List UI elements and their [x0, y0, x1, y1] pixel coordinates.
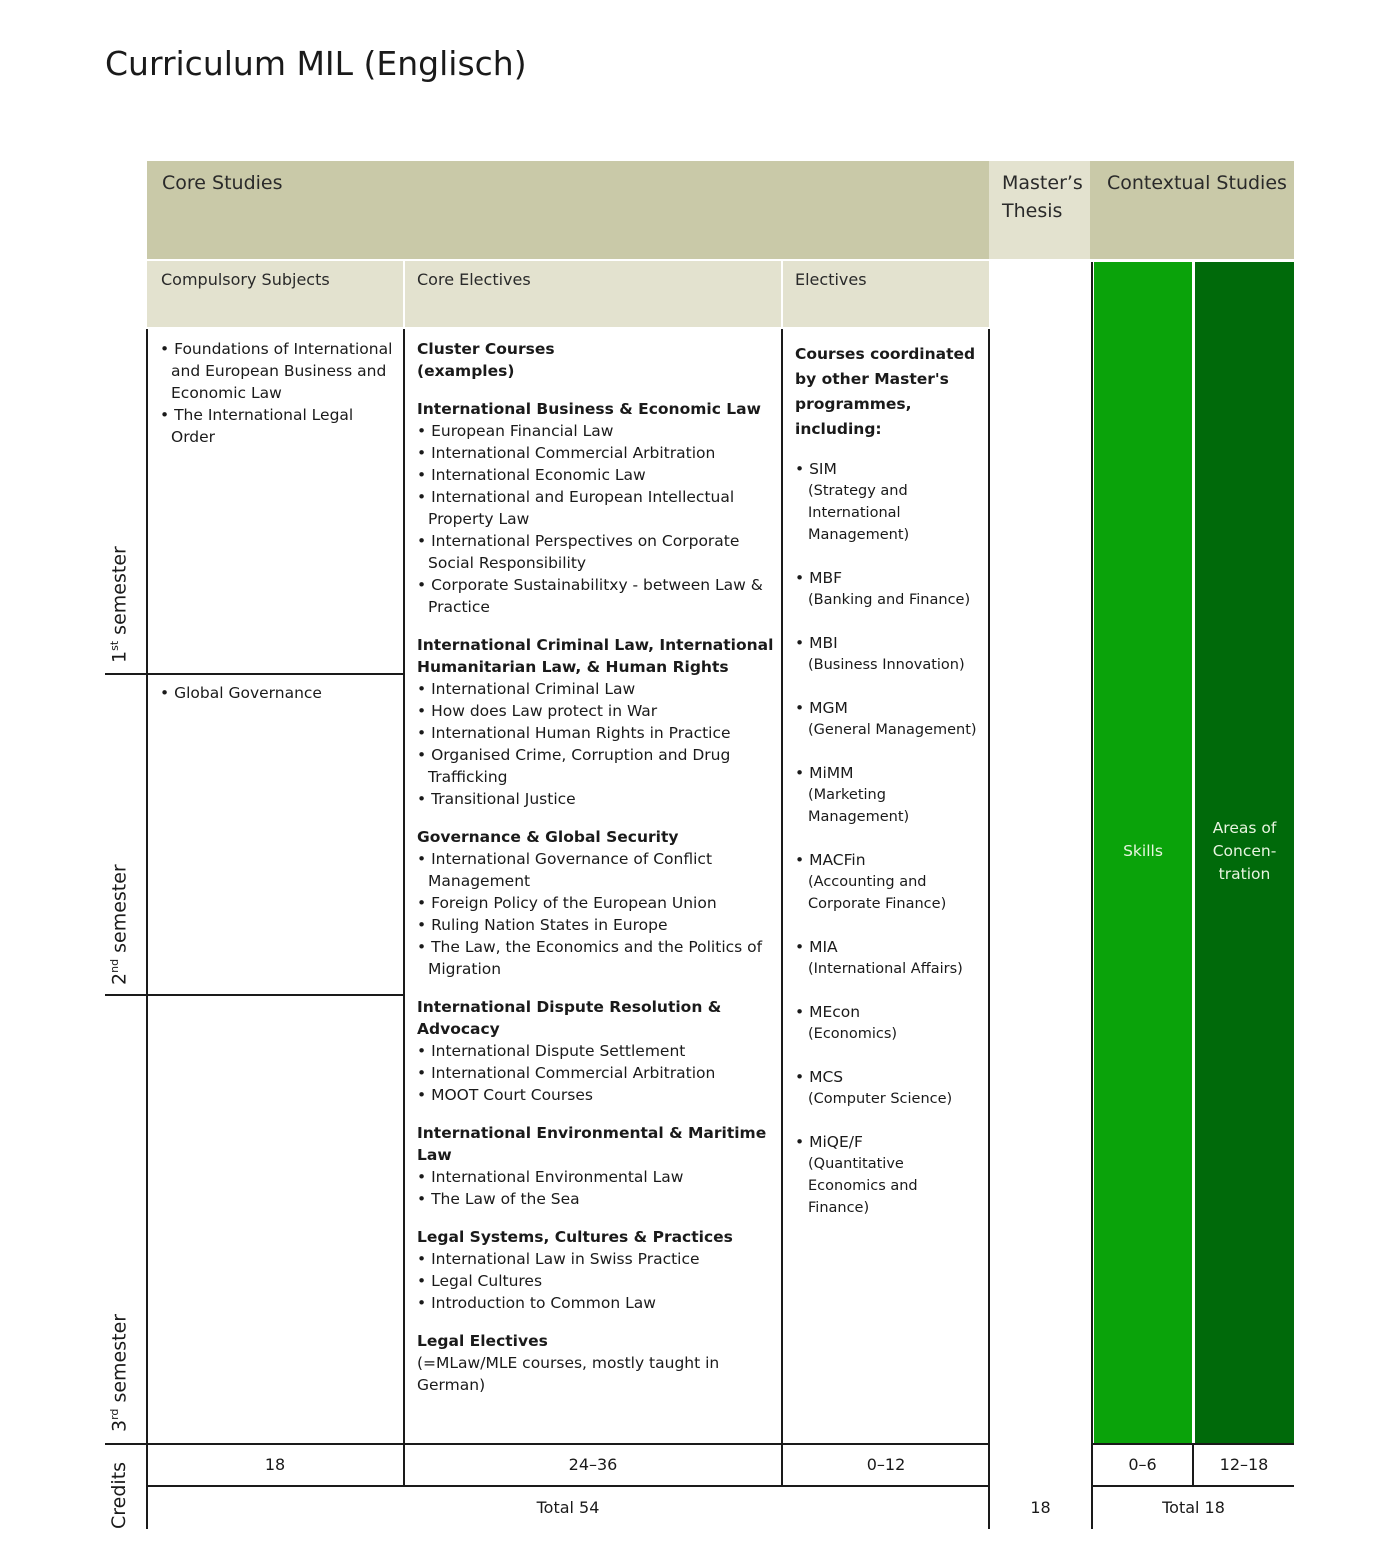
cluster-title: Legal Systems, Cultures & Practices: [417, 1228, 733, 1246]
cluster-group: [417, 826, 777, 980]
credits-thesis: 18: [1030, 1498, 1051, 1517]
legal-electives: [417, 1330, 777, 1396]
course-item: • International Environmental Law: [417, 1166, 777, 1188]
course-item: • Organised Crime, Corruption and Drug Trafficking: [417, 744, 777, 788]
course-item: • How does Law protect in War: [417, 700, 777, 722]
cluster-group: [417, 634, 777, 810]
cluster-title: Governance & Global Security: [417, 828, 679, 846]
course-item: • Introduction to Common Law: [417, 1292, 777, 1314]
programme-item: • MiQE/F (Quantitative Economics and Finance): [795, 1131, 980, 1219]
core-studies-label: Core Studies: [162, 172, 283, 194]
core-electives-label: Core Electives: [417, 270, 531, 289]
page-title: Curriculum MIL (Englisch): [105, 44, 527, 83]
programme-item: • SIM (Strategy and International Management): [795, 458, 980, 546]
credits-core-total: Total 54: [536, 1498, 600, 1517]
course-item: • The Law of the Sea: [417, 1188, 777, 1210]
cluster-group: [417, 1122, 777, 1210]
cluster-title: International Environmental & Maritime Law: [417, 1124, 767, 1164]
electives-label: Electives: [795, 270, 867, 289]
compulsory-first-semester: [160, 338, 400, 448]
semester-2-label: 2nd semester: [108, 864, 131, 985]
divider-electives: [988, 329, 990, 1529]
programme-item: • MIA (International Affairs): [795, 936, 980, 980]
course-item: • Foreign Policy of the European Union: [417, 892, 777, 914]
course-item: • International Criminal Law: [417, 678, 777, 700]
core-electives-header: [405, 261, 781, 327]
cluster-title: International Business & Economic Law: [417, 400, 761, 418]
compulsory-second-semester: [160, 682, 400, 704]
course-item: • International Law in Swiss Practice: [417, 1248, 777, 1270]
credits-compulsory: 18: [264, 1455, 286, 1474]
credits-mid-line: [146, 1485, 989, 1487]
course-item: • European Financial Law: [417, 420, 777, 442]
course-item: • International Commercial Arbitration: [417, 1062, 777, 1084]
course-item: • International Perspectives on Corporate Social Responsibility: [417, 530, 777, 574]
divider-core-electives: [781, 329, 783, 1486]
credits-electives: 0–12: [866, 1455, 906, 1474]
electives-list: [795, 342, 980, 1240]
programme-item: • MCS (Computer Science): [795, 1066, 980, 1110]
masters-thesis-label: Master’s Thesis: [1002, 172, 1083, 222]
course-item: • Corporate Sustainabilitxy - between Law & Practice: [417, 574, 777, 618]
course-item: • Ruling Nation States in Europe: [417, 914, 777, 936]
core-electives-list: [417, 338, 777, 1412]
electives-intro: Courses coordinated by other Master's programmes, including:: [795, 345, 976, 438]
course-item: • The Law, the Economics and the Politics of Migration: [417, 936, 777, 980]
credits-core-electives: 24–36: [568, 1455, 618, 1474]
electives-header: [783, 261, 989, 327]
skills-label: Skills: [1123, 842, 1163, 860]
cluster-title: International Criminal Law, International Humanitarian Law, & Human Rights: [417, 636, 774, 676]
semester-divider-2: [105, 994, 404, 996]
cluster-group: [417, 996, 777, 1106]
legal-electives-title: Legal Electives: [417, 1332, 548, 1350]
credits-skills: 0–6: [1128, 1455, 1157, 1474]
course-item: • MOOT Court Courses: [417, 1084, 777, 1106]
compulsory-item: • Global Governance: [160, 682, 400, 704]
credits-contextual-total: Total 18: [1162, 1498, 1225, 1517]
programme-item: • MBI (Business Innovation): [795, 632, 980, 676]
programme-item: • MEcon (Economics): [795, 1001, 980, 1045]
cluster-group: [417, 398, 777, 618]
core-studies-header: [147, 161, 989, 259]
programme-item: • MACFin (Accounting and Corporate Finance): [795, 849, 980, 915]
semester-3-label: 3rd semester: [108, 1313, 131, 1432]
course-item: • Transitional Justice: [417, 788, 777, 810]
semester-1-label: 1st semester: [108, 546, 131, 663]
cluster-title: International Dispute Resolution & Advocacy: [417, 998, 722, 1038]
course-item: • International Economic Law: [417, 464, 777, 486]
course-item: • Legal Cultures: [417, 1270, 777, 1292]
areas-of-concentration-column: [1195, 262, 1294, 1443]
cluster-group: [417, 1226, 777, 1314]
credits-top-line-right: [1091, 1443, 1294, 1445]
contextual-studies-label: Contextual Studies: [1107, 172, 1287, 194]
legal-electives-note: (=MLaw/MLE courses, mostly taught in German): [417, 1354, 720, 1394]
divider-left: [146, 329, 148, 1529]
divider-compulsory: [403, 329, 405, 1486]
programme-item: • MiMM (Marketing Management): [795, 762, 980, 828]
compulsory-subjects-label: Compulsory Subjects: [161, 270, 330, 289]
divider-thesis: [1091, 262, 1093, 1529]
course-item: • International Governance of Conflict Management: [417, 848, 777, 892]
credits-areas: 12–18: [1219, 1455, 1269, 1474]
course-item: • International and European Intellectual Property Law: [417, 486, 777, 530]
skills-column: [1094, 262, 1192, 1443]
semester-divider-1: [105, 673, 404, 675]
course-item: • International Commercial Arbitration: [417, 442, 777, 464]
course-item: • International Dispute Settlement: [417, 1040, 777, 1062]
course-item: • International Human Rights in Practice: [417, 722, 777, 744]
cluster-courses-subtitle: (examples): [417, 362, 515, 380]
credits-top-line: [105, 1443, 989, 1445]
credits-mid-line-right: [1091, 1485, 1294, 1487]
contextual-studies-header: [1090, 161, 1294, 259]
programme-item: • MBF (Banking and Finance): [795, 567, 980, 611]
compulsory-subjects-header: [147, 261, 403, 327]
programme-item: • MGM (General Management): [795, 697, 980, 741]
masters-thesis-header: [989, 161, 1090, 259]
credits-label: Credits: [108, 1461, 130, 1529]
compulsory-item: • Foundations of International and European Business and Economic Law: [160, 338, 400, 404]
areas-label: Areas of Concen- tration: [1212, 819, 1277, 883]
cluster-courses-title: Cluster Courses: [417, 340, 555, 358]
compulsory-item: • The International Legal Order: [160, 404, 400, 448]
